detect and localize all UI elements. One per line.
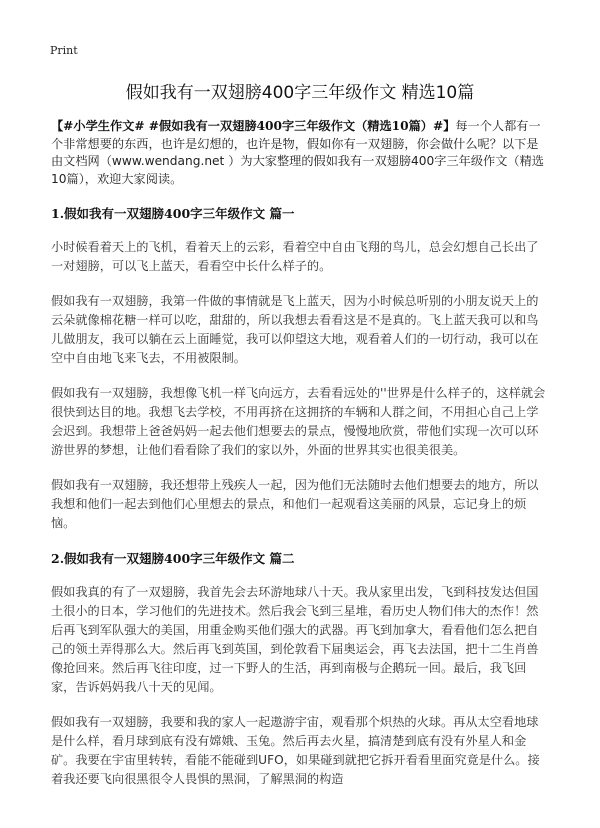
paragraph: 假如我有一双翅膀，我还想带上残疾人一起，因为他们无法随时去他们想要去的地方，所以我想和他们一起去到他们心里想去的景点，和他们一起观看这美丽的风景，忘记身上的烦恼。 [51,478,539,530]
paragraph: 假如我真的有了一双翅膀，我首先会去环游地球八十天。我从家里出发，飞到科技发达但国土很小的日本，学习他们的先进技术。然后我会飞到三星堆，看历史人物们伟大的杰作！然后再飞到军队强大的美国，用重金购买他们强大的武器。再飞到加拿大，看看他们怎么把自己的领土弄得那么大。然后再飞到英国，到伦敦看下届奥运会，再飞去法国，把十二生肖兽像抢回来。然后再飞往印度，过一下野人的生活，再到南极与企鹅玩一回。最后，我飞回家，告诉妈妈我八十天的见闻。 [51,585,539,694]
paragraph: 小时候看着天上的飞机，看着天上的云彩，看着空中自由飞翔的鸟儿，总会幻想自己长出了一对翅膀，可以飞上蓝天，看看空中长什么样子的。 [51,240,539,273]
section-heading: 2.假如我有一双翅膀400字三年级作文 篇二 [51,551,295,566]
paragraph: 假如我有一双翅膀，我第一件做的事情就是飞上蓝天，因为小时候总听别的小朋友说天上的云朵就像棉花糖一样可以吃，甜甜的，所以我想去看看这是不是真的。飞上蓝天我可以和鸟儿做朋友，我可以躺在云上面睡觉，我可以仰望这大地，观看着人们的一切行动，我可以在空中自由地飞来飞去，不用被限制。 [51,294,539,365]
print-label[interactable]: Print [50,44,78,57]
section-2 [51,549,548,789]
intro-text: 每一个人都有一个非常想要的东西，也许是幻想的，也许是物，假如你有一双翅膀，你会做什么呢？以下是由文档网（www.wendang.net ）为大家整理的假如我有一双翅膀400字三年级作文（精选10篇），欢迎大家阅读。 [51,119,544,186]
intro-paragraph [51,118,548,188]
paragraph: 假如我有一双翅膀，我想像飞机一样飞向远方，去看看远处的''世界是什么样子的，这样就会很快到达目的地。我想飞去学校，不用再挤在这拥挤的车辆和人群之间，不用担心自己上学会迟到。我想带上爸爸妈妈一起去他们想要去的景点，慢慢地欣赏，带他们实现一次可以环游世界的梦想，让他们看看除了我们的家以外，外面的世界其实也很美很美。 [51,386,546,457]
paragraph: 假如我有一双翅膀，我要和我的家人一起遨游宇宙，观看那个炽热的火球。再从太空看地球是什么样，看月球到底有没有嫦娥、玉兔。然后再去火星，搞清楚到底有没有外星人和金矿。我要在宇宙里转转，看能不能碰到UFO，如果碰到就把它拆开看看里面究竟是什么。接着我还要飞向很黑很令人畏惧的黑洞，了解黑洞的构造 [51,715,540,786]
intro-tag: 【#小学生作文# #假如我有一双翅膀400字三年级作文（精选10篇）#】 [51,119,456,133]
article-body [51,118,548,805]
page-title: 假如我有一双翅膀400字三年级作文 精选10篇 [125,83,475,103]
section-1 [51,204,548,533]
section-heading: 1.假如我有一双翅膀400字三年级作文 篇一 [51,206,295,221]
